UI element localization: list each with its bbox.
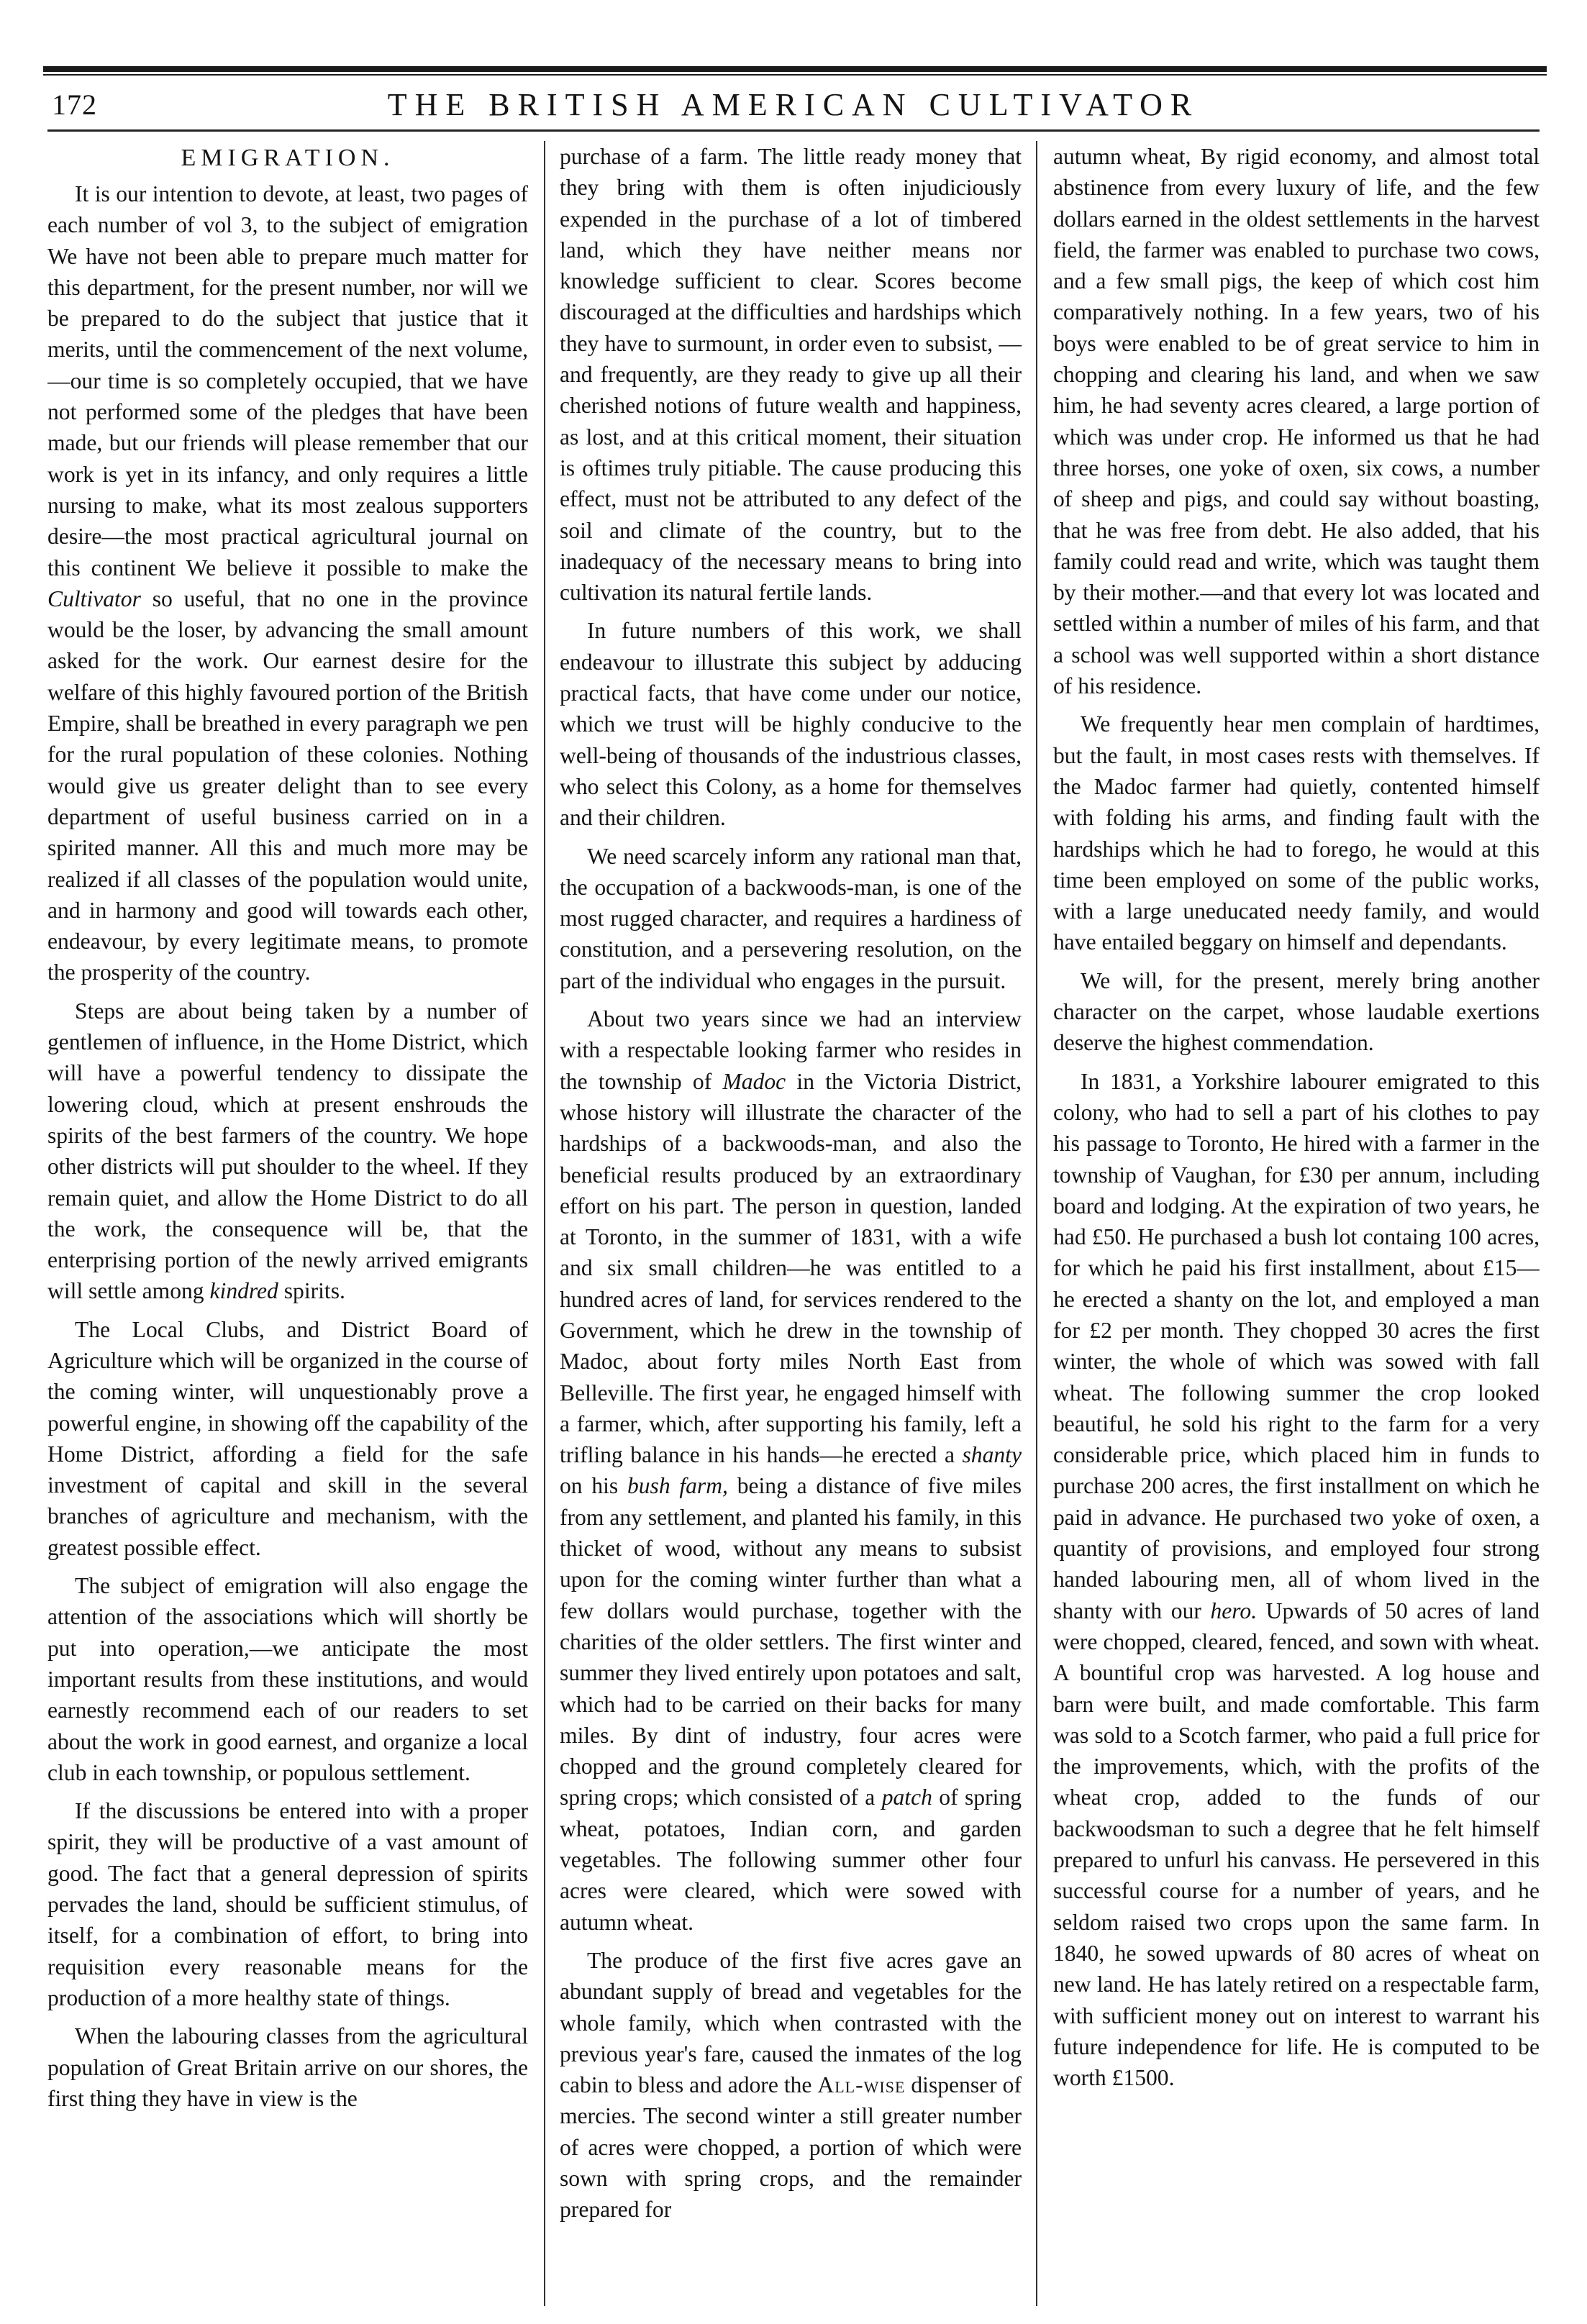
column-1 — [47, 141, 544, 2306]
paragraph: We will, for the present, merely bring another character on the carpet, whose laudable exertions deserve the highest commendation. — [1053, 967, 1540, 1056]
paragraph: About two years since we had an interview with a respectable looking farmer who resides in the township of Madoc in the Victoria District, whose history will illustrate the character of the hardships of a backwoods-man, and also the beneficial results produced by an extraordinary effort on his part. The person in question, landed at Toronto, in the summer of 1831, with a wife and six small children—he was entitled to a hundred acres of land, for services rendered to the Government, which he drew in the township of Madoc, about forty miles North East from Belleville. The first year, he engaged himself with a farmer, which, after supporting his family, left a trifling balance in his hands—he erected a shanty on his bush farm, being a distance of five miles from any settlement, and planted his family, in this thicket of wood, without any means to subsist upon for the coming winter further than what a few dollars would purchase, together with the charities of the older settlers. The first winter and summer they lived entirely upon potatoes and salt, which had to be carried on their backs for many miles. By dint of industry, four acres were chopped and the ground completely cleared for spring crops; which consisted of a patch of spring wheat, potatoes, Indian corn, and garden vegetables. The following summer other four acres were cleared, which were sowed with autumn wheat. — [560, 1006, 1022, 1935]
paragraph: In 1831, a Yorkshire labourer emigrated to this colony, who had to sell a part of his clothes to pay his passage to Toronto, He hired with a farmer in the township of Vaughan, for £30 per annum, including board and lodging. At the expiration of two years, he had £50. He purchased a bush lot containg 100 acres, for which he paid his first installment, about £15—he erected a shanty on the lot, and employed a man for £2 per month. They chopped 30 acres the first winter, the whole of which was sowed with fall wheat. The following summer the crop looked beautiful, he sold his right to the farm for a very considerable price, which placed him in funds to purchase 200 acres, the first installment on which he paid in advance. He purchased two yoke of oxen, a quantity of provisions, and employed four strong handed labouring men, all of whom lived in the shanty with our hero. Upwards of 50 acres of land were chopped, cleared, fenced, and sown with wheat. A bountiful crop was harvested. A log house and barn were built, and made comfortable. This farm was sold to a Scotch farmer, who paid a full price for the improvements, which, with the profits of the wheat crop, added to the funds of our backwoodsman to such a degree that he felt himself prepared to unfurl his canvass. He persevered in this successful course for a number of years, and he seldom raised two crops upon the same farm. In 1840, he sowed upwards of 80 acres of wheat on new land. He has lately retired on a respectable farm, with sufficient money out on interest to warrant his future independence for life. He is computed to be worth £1500. — [1053, 1068, 1540, 2091]
paragraph: If the discussions be entered into with a proper spirit, they will be productive of a vast amount of good. The fact that a general depression of spirits pervades the land, should be sufficient stimulus, of itself, for a combination of effort, to bring into requisition every reasonable means for the production of a more healthy state of things. — [47, 1798, 528, 2010]
paragraph: Steps are about being taken by a number of gentlemen of influence, in the Home District, which will have a powerful tendency to dissipate the lowering cloud, which at present enshrouds the spirits of the best farmers of the country. We hope other districts will put shoulder to the wheel. If they remain quiet, and allow the Home District to do all the work, the consequence will be, that the enterprising portion of the newly arrived emigrants will settle among kindred spirits. — [47, 998, 528, 1304]
paragraph: The produce of the first five acres gave an abundant supply of bread and vegetables for the whole family, which when contrasted with the previous year's fare, caused the inmates of the log cabin to bless and adore the All-wise dispenser of mercies. The second winter a still greater number of acres were chopped, a portion of which were sown with spring crops, and the remainder prepared for — [560, 1947, 1022, 2223]
article-title: EMIGRATION. — [181, 145, 395, 171]
column-2 — [544, 141, 1036, 2306]
paragraph: When the labouring classes from the agricultural population of Great Britain arrive on our shores, the first thing they have in view is the — [47, 2023, 528, 2111]
journal-title: THE BRITISH AMERICAN CULTIVATOR — [387, 87, 1200, 122]
paragraph: We frequently hear men complain of hardtimes, but the fault, in most cases rests with themselves. If the Madoc farmer had quietly, contented himself with folding his arms, and finding fault with the hardships which he had to forego, he would at this time been employed on some of the public works, with a large uneducated needy family, and would have entailed beggary on himself and dependants. — [1053, 711, 1540, 955]
paragraph: autumn wheat, By rigid economy, and almost total abstinence from every luxury of life, and the few dollars earned in the oldest settlements in the harvest field, the farmer was enabled to purchase two cows, and a few small pigs, the keep of which cost him comparatively nothing. In a few years, two of his boys were enabled to be of great service to him in chopping and clearing his land, and when we saw him, he had seventy acres cleared, a large portion of which was under crop. He informed us that he had three horses, one yoke of oxen, six cows, a number of sheep and pigs, and could say without boasting, that he was free from debt. He also added, that his family could read and write, which was taught them by their mother.—and that every lot was located and settled within a number of miles of his farm, and that a school was well supported within a short distance of his residence. — [1053, 144, 1540, 699]
column-3 — [1036, 141, 1540, 2306]
page-number: 172 — [52, 88, 97, 121]
paragraph: It is our intention to devote, at least, two pages of each number of vol 3, to the subject of emigration We have not been able to prepare much matter for this department, for the present number, nor will we be prepared to do the subject that justice that it merits, until the commencement of the next volume,—our time is so completely occupied, that we have not performed some of the pledges that have been made, but our friends will please remember that our work is yet in its infancy, and only requires a little nursing to make, what its most zealous supporters desire—the most practical agricultural journal on this continent We believe it possible to make the Cultivator so useful, that no one in the province would be the loser, by advancing the small amount asked for the work. Our earnest desire for the welfare of this highly favoured portion of the British Empire, shall be breathed in every paragraph we pen for the rural population of these colonies. Nothing would give us greater delight than to see every department of useful business carried on in a spirited manner. All this and much more may be realized if all classes of the population would unite, and in harmony and good will towards each other, endeavour, by every legitimate means, to promote the prosperity of the country. — [47, 181, 528, 985]
top-rule — [43, 66, 1547, 79]
paragraph: In future numbers of this work, we shall endeavour to illustrate this subject by adducing practical facts, that have come under our notice, which we trust will be highly conducive to the well-being of thousands of the industrious classes, who select this Colony, as a home for themselves and their children. — [560, 618, 1022, 831]
paragraph: We need scarcely inform any rational man that, the occupation of a backwoods-man, is one of the most rugged character, and requires a hardiness of constitution, and a persevering resolution, on the part of the individual who engages in the pursuit. — [560, 843, 1022, 993]
paragraph: purchase of a farm. The little ready money that they bring with them is often injudiciously expended in the purchase of a lot of timbered land, which they have neither means nor knowledge sufficient to clear. Scores become discouraged at the difficulties and hardships which they have to surmount, in order even to subsist, —and frequently, are they ready to give up all their cherished notions of future wealth and happiness, as lost, and at this critical moment, their situation is oftimes truly pitiable. The cause producing this effect, must not be attributed to any defect of the soil and climate of the country, but to the inadequacy of the necessary means to bring into cultivation its natural fertile lands. — [560, 144, 1022, 606]
paragraph: The Local Clubs, and District Board of Agriculture which will be organized in the course of the coming winter, will unquestionably prove a powerful engine, in showing off the capability of the Home District, affording a field for the safe investment of capital and skill in the several branches of agriculture and mechanism, with the greatest possible effect. — [47, 1316, 528, 1560]
paragraph: The subject of emigration will also engage the attention of the associations which will shortly be put into operation,—we anticipate the most important results from these institutions, and would earnestly recommend each of our readers to set about the work in good earnest, and organize a local club in each township, or populous settlement. — [47, 1573, 528, 1785]
page-header — [47, 85, 1540, 132]
article-columns — [47, 141, 1540, 2306]
